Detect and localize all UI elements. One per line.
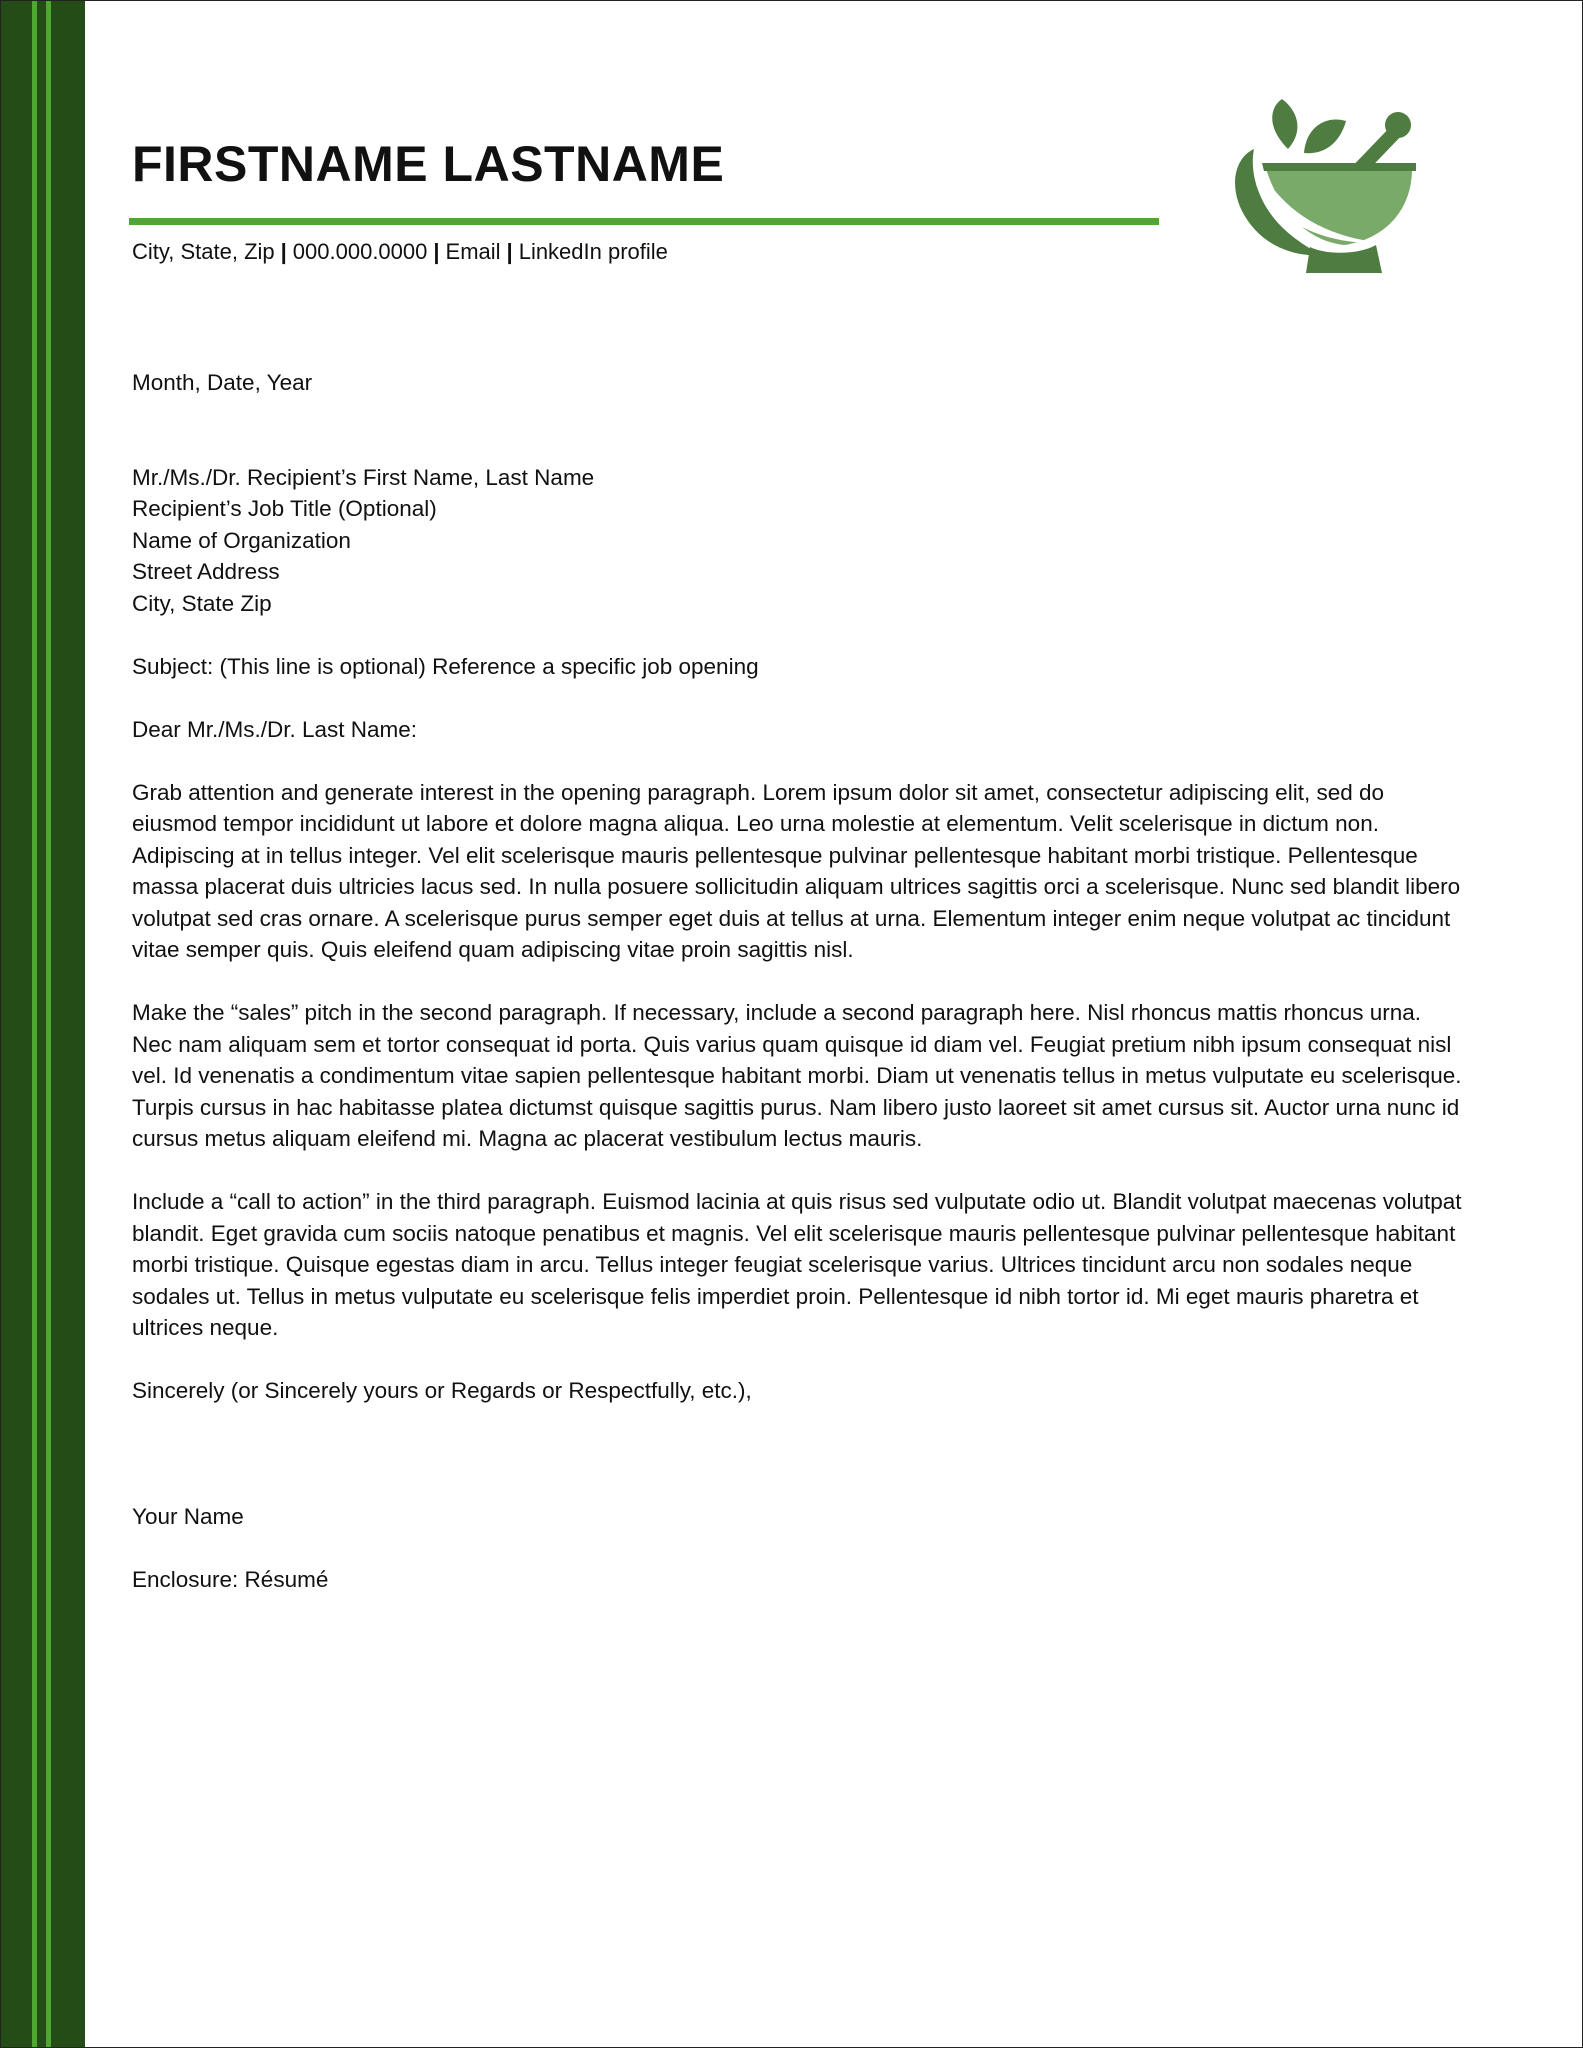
letter-body [132,367,1462,1596]
recipient-job-title: Recipient’s Job Title (Optional) [132,496,437,521]
recipient-organization: Name of Organization [132,527,351,553]
header-divider [129,218,1159,225]
contact-separator: | [506,239,513,264]
applicant-name: FIRSTNAME LASTNAME [132,136,725,192]
contact-linkedin: LinkedIn profile [518,239,668,264]
letter-date: Month, Date, Year [132,370,313,395]
recipient-address [132,462,1462,620]
subject-line: Subject: (This line is optional) Reference a specific job opening [132,653,759,679]
salutation: Dear Mr./Ms./Dr. Last Name: [132,716,418,742]
leaf-right-icon [1304,119,1346,153]
dark-stripe [37,1,46,2047]
dark-stripe [51,1,85,2047]
bowl-base-icon [1306,245,1382,273]
enclosure: Enclosure: Résumé [132,1567,329,1592]
contact-phone: 000.000.0000 [292,239,428,264]
closing: Sincerely (or Sincerely yours or Regards or Respectfully, etc.), [132,1378,752,1403]
recipient-street: Street Address [132,559,280,584]
paragraph-pitch: Make the “sales” pitch in the second paragraph. If necessary, include a second paragraph here. Nisl rhoncus mattis rhoncus urna. Nec nam aliquam sem et tortor consequat id porta. Quis varius quam quisque id diam vel. Feugiat pretium nibh ipsum consequat nisl vel. Id venenatis a condimentum vitae sapien pellentesque habitant morbi. Diam ut venenatis tellus in metus vulputate eu scelerisque. Turpis cursus in hac habitasse platea dictumst quisque sagittis purus. Nam libero justo laoreet sit amet cursus sit. Auctor urna nunc id cursus metus aliquam eleifend mi. Magna ac placerat vestibulum lectus mauris. [132,1000,1462,1151]
dark-stripe [1,1,32,2047]
paragraph-opening: Grab attention and generate interest in the opening paragraph. Lorem ipsum dolor sit amet, consectetur adipiscing elit, sed do eiusmod tempor incididunt ut labore et dolore magna aliqua. Leo urna molestie at elementum. Velit scelerisque in dictum non. Adipiscing at in tellus integer. Vel elit scelerisque mauris pellentesque pulvinar pellentesque habitant morbi tristique. Pellentesque massa placerat duis ultricies lacus sed. In nulla posuere sollicitudin aliquam ultrices sagittis orci a scelerisque. Nunc sed blandit libero volutpat sed cras ornare. A scelerisque purus semper eget duis at tellus at urna. Elementum integer enim neque volutpat ac tincidunt vitae semper quis. Quis eleifend quam adipiscing vitae proin sagittis nisl. [132,779,1461,962]
contact-info [132,239,668,265]
paragraph-call-to-action: Include a “call to action” in the third paragraph. Euismod lacinia at quis risus sed vulputate odio ut. Blandit volutpat maecenas volutpat blandit. Eget gravida cum sociis natoque penatibus et magnis. Vel elit scelerisque mauris pellentesque pulvinar pellentesque habitant morbi tristique. Quisque egestas diam in arcu. Tellus integer feugiat scelerisque varius. Ultrices tincidunt arcu non sodales neque sodales ut. Tellus in metus vulputate eu scelerisque felis imperdiet proin. Pellentesque id nibh tortor id. Mi eget mauris pharetra et ultrices neque. [132,1189,1462,1340]
contact-separator: | [280,239,287,264]
recipient-name: Mr./Ms./Dr. Recipient’s First Name, Last Name [132,464,595,490]
recipient-city-state-zip: City, State Zip [132,590,272,616]
left-stripe-border [1,1,85,2047]
contact-separator: | [433,239,440,264]
leaf-left-icon [1272,99,1297,149]
signature-name: Your Name [132,1504,244,1529]
mortar-pestle-leaf-icon [1226,97,1421,277]
contact-city-state-zip: City, State, Zip [132,239,275,264]
contact-email: Email [445,239,501,264]
